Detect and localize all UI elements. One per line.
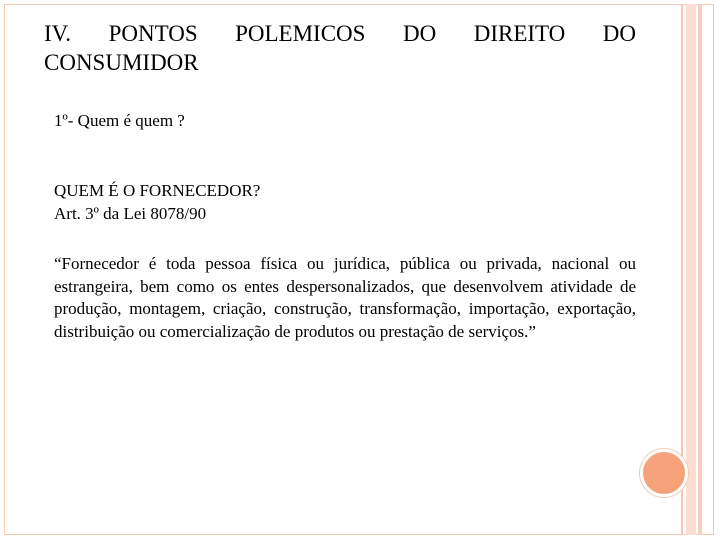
title-word: DO — [402, 21, 437, 46]
title-word: DO — [602, 21, 636, 46]
title-word: POLEMICOS — [235, 21, 366, 46]
article-reference: Art. 3º da Lei 8078/90 — [54, 204, 207, 223]
law-quote: “Fornecedor é toda pessoa física ou jurídica, pública ou privada, nacional ou estrangeira, bem como os entes despersonalizados, que desenvolvem atividade de produção, montagem, criação, construção, transformação, importação, exportação, distribuição ou comercialização de produtos ou prestação de serviços.” — [54, 254, 636, 341]
slide-title — [44, 19, 636, 77]
decorative-circle — [640, 449, 688, 497]
decorative-band-wide — [686, 4, 696, 535]
title-word: PONTOS — [108, 21, 198, 46]
decorative-band-mid — [698, 4, 702, 535]
title-line-1 — [44, 19, 636, 48]
title-line-2: CONSUMIDOR — [44, 50, 199, 75]
title-word: IV. — [44, 21, 72, 46]
title-word: DIREITO — [473, 21, 566, 46]
decorative-band-thin — [681, 4, 683, 535]
question-heading: QUEM É O FORNECEDOR? — [54, 181, 261, 200]
subtitle: 1º- Quem é quem ? — [54, 111, 185, 130]
